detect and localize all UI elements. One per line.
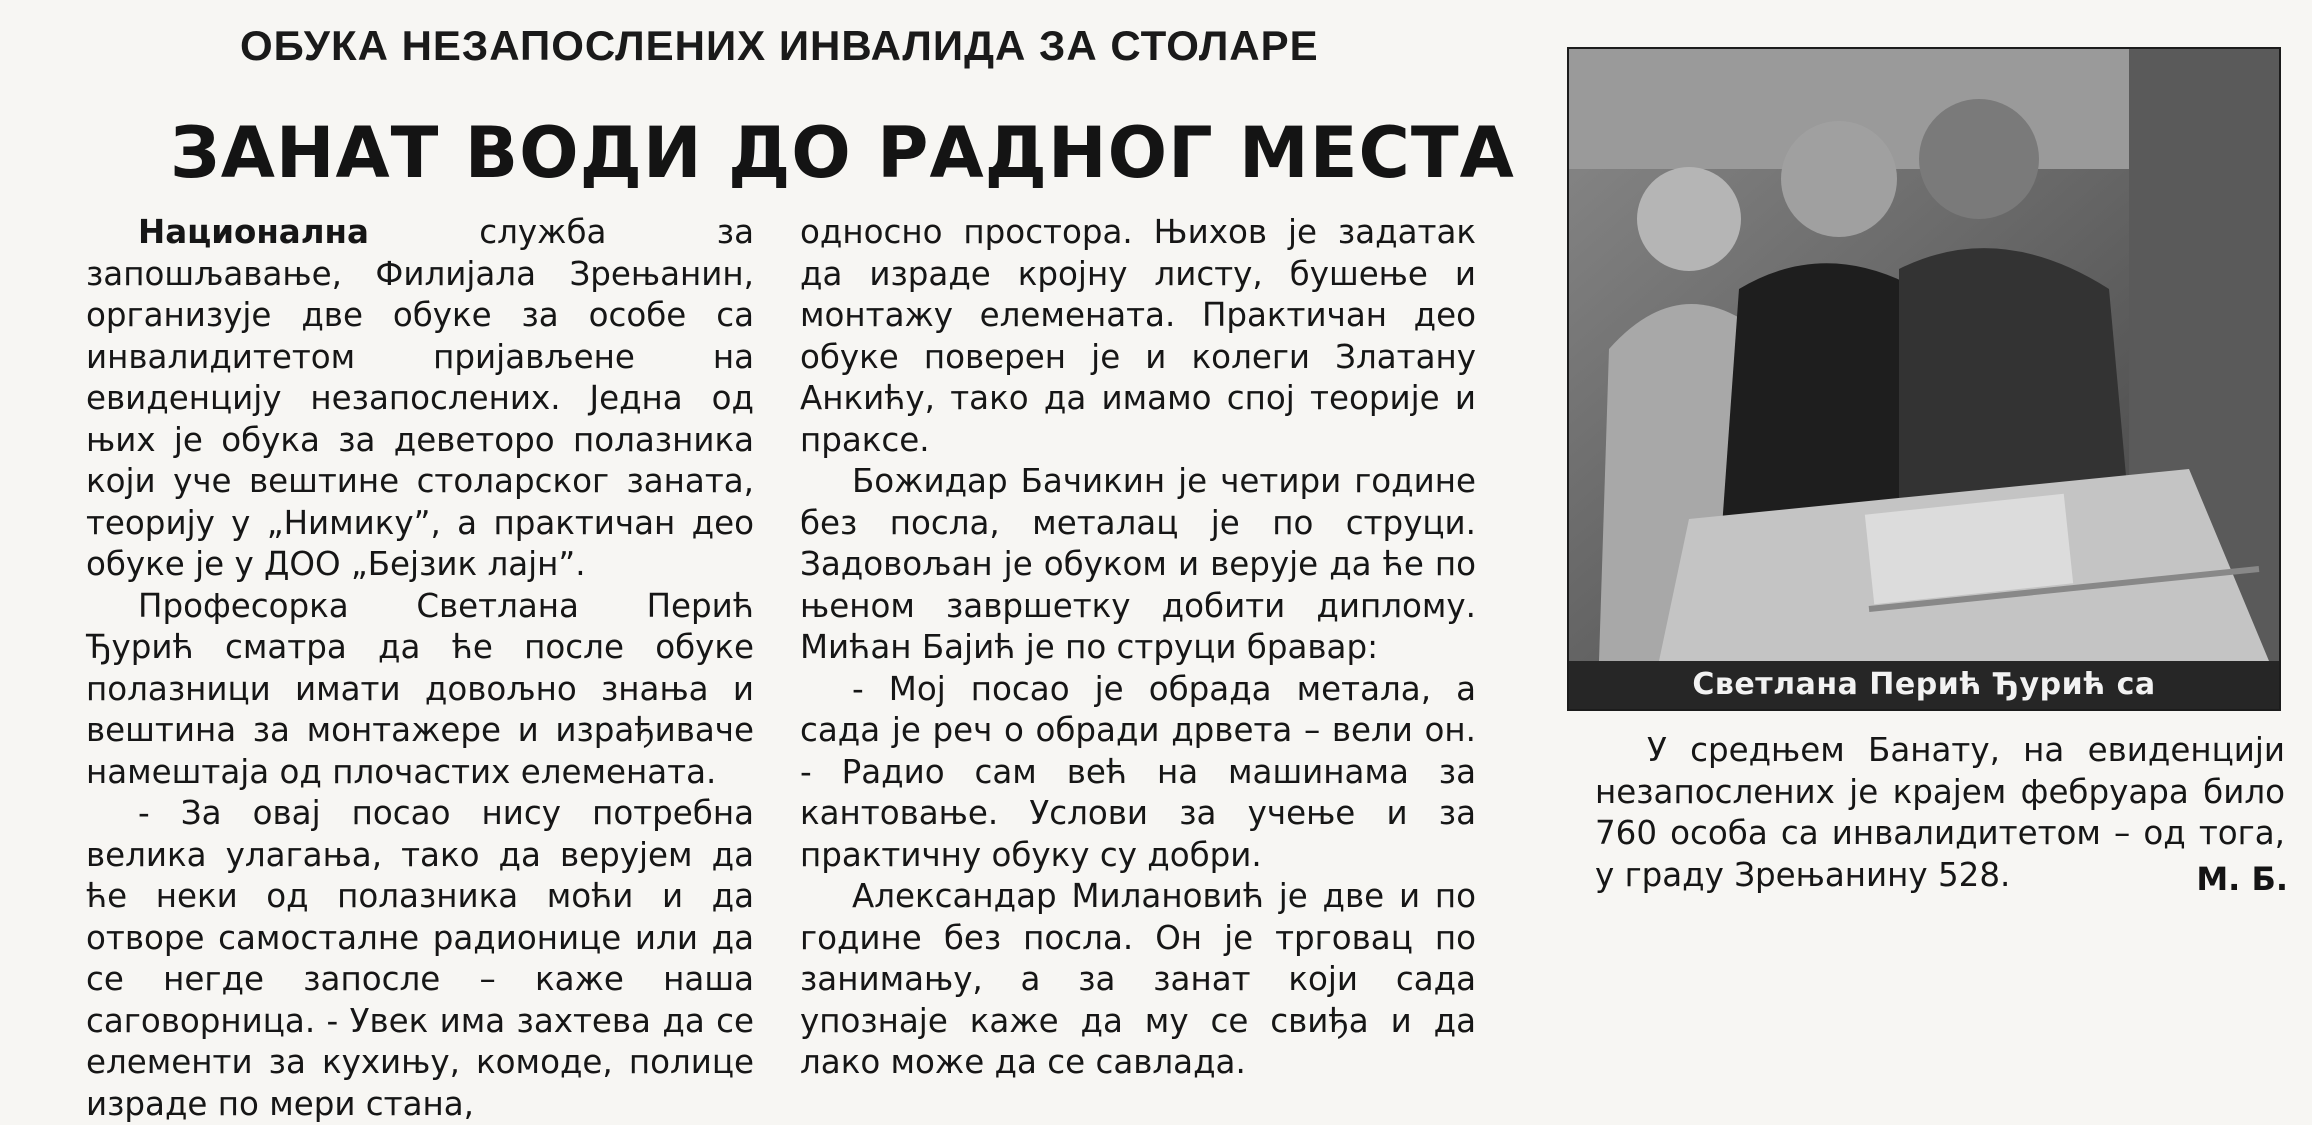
paragraph-2: Професорка Светлана Перић Ђурић сматра да ће после обуке полазници имати довољно знања и вештина за монтажере и израђиваче намештаја од плочастих елемената. — [86, 586, 754, 791]
article-kicker: ОБУКА НЕЗАПОСЛЕНИХ ИНВАЛИДА ЗА СТОЛАРЕ — [240, 22, 1319, 69]
author-signature: М. Б. — [2196, 860, 2288, 898]
article-column-1 — [86, 212, 754, 1125]
article-headline: ЗАНАТ ВОДИ ДО РАДНОГ МЕСТА — [170, 112, 1515, 194]
paragraph-3: - За овај посао нису потребна велика улагања, тако да верујем да ће неки од полазника моћи и да отворе самосталне радионице или да се негде запосле – каже наша саговорница. - Увек има захтева да се елементи за кухињу, комоде, полице израде по мери стана, — [86, 794, 754, 1123]
article-photo — [1567, 47, 2281, 711]
paragraph-6: - Мој посао је обрада метала, а сада је реч о обради дрвета – вели он. - Радио сам већ на машинама за кантовање. Услови за учење и за практичну обуку су добри. — [800, 669, 1476, 874]
article-column-3 — [1595, 730, 2285, 896]
paragraph-7: Александар Милановић је две и по године без посла. Он је трговац по занимању, а за занат који сада упознаје каже да му се свиђа и да лако може да се савлада. — [800, 877, 1476, 1081]
paragraph-1-text: служба за запошљавање, Филијала Зрењанин, организује две обуке за особе са инвалидитетом пријављене на евиденцију незапослених. Једна од њих је обука за деветоро полазника који уче вештине столарског заната, теорију у „Нимику”, а практичан део обуке је у ДОО „Бејзик лајн”. — [86, 213, 754, 583]
photo-caption: Светлана Перић Ђурић са — [1569, 661, 2279, 709]
paragraph-4: односно простора. Њихов је задатак да израде кројну листу, бушење и монтажу елемената. Практичан део обуке поверен је и колеги Златану Анкићу, тако да имамо спој теорије и праксе. — [800, 213, 1476, 459]
paragraph-8: У средњем Банату, на евиденцији незапослених је крајем фебруара било 760 особа са инвалидитетом – од тога, у граду Зрењанину 528. — [1595, 731, 2285, 894]
photo-image — [1569, 49, 2279, 661]
article-column-2 — [800, 212, 1476, 1084]
paragraph-5: Божидар Бачикин је четири године без посла, металац је по струци. Задовољан је обуком и верује да ће по њеном завршетку добити диплому. Мићан Бајић је по струци бравар: — [800, 462, 1476, 666]
paragraph-1 — [86, 212, 754, 586]
lead-bold-word: Национална — [138, 213, 369, 251]
